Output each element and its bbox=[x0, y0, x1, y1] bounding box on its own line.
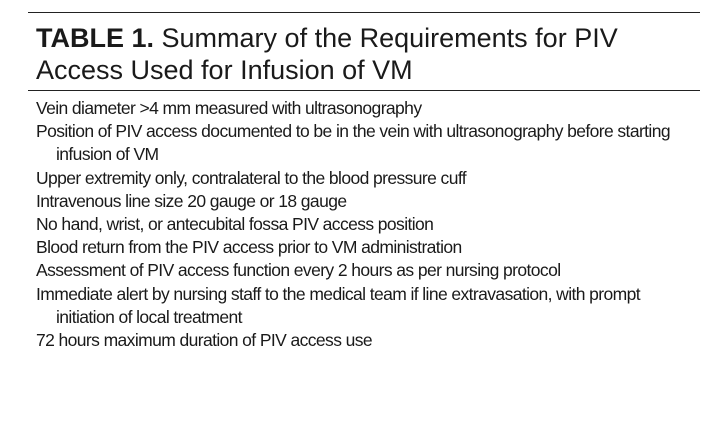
table-title-line-1: Summary of the Requirements for PIV bbox=[161, 23, 618, 53]
table-row: Immediate alert by nursing staff to the medical team if line extravasation, with prompt initiation of local treatment bbox=[36, 283, 641, 327]
table-title-line-2: Access Used for Infusion of VM bbox=[36, 55, 413, 85]
table-row: 72 hours maximum duration of PIV access use bbox=[36, 330, 373, 351]
table-row: Position of PIV access documented to be in the vein with ultrasonography before starting infusion of VM bbox=[36, 121, 670, 165]
table-label: TABLE 1. bbox=[36, 23, 155, 53]
table-row: Assessment of PIV access function every 2 hours as per nursing protocol bbox=[36, 260, 561, 281]
table-row: Vein diameter >4 mm measured with ultrasonography bbox=[36, 98, 422, 118]
table-1 bbox=[28, 12, 700, 352]
table-row: No hand, wrist, or antecubital fossa PIV access position bbox=[36, 214, 434, 235]
table-row: Blood return from the PIV access prior to VM administration bbox=[36, 237, 462, 258]
table-row: Upper extremity only, contralateral to the blood pressure cuff bbox=[36, 167, 467, 188]
table-row: Intravenous line size 20 gauge or 18 gauge bbox=[36, 190, 347, 211]
table-body bbox=[28, 91, 700, 352]
table-caption bbox=[28, 13, 700, 85]
